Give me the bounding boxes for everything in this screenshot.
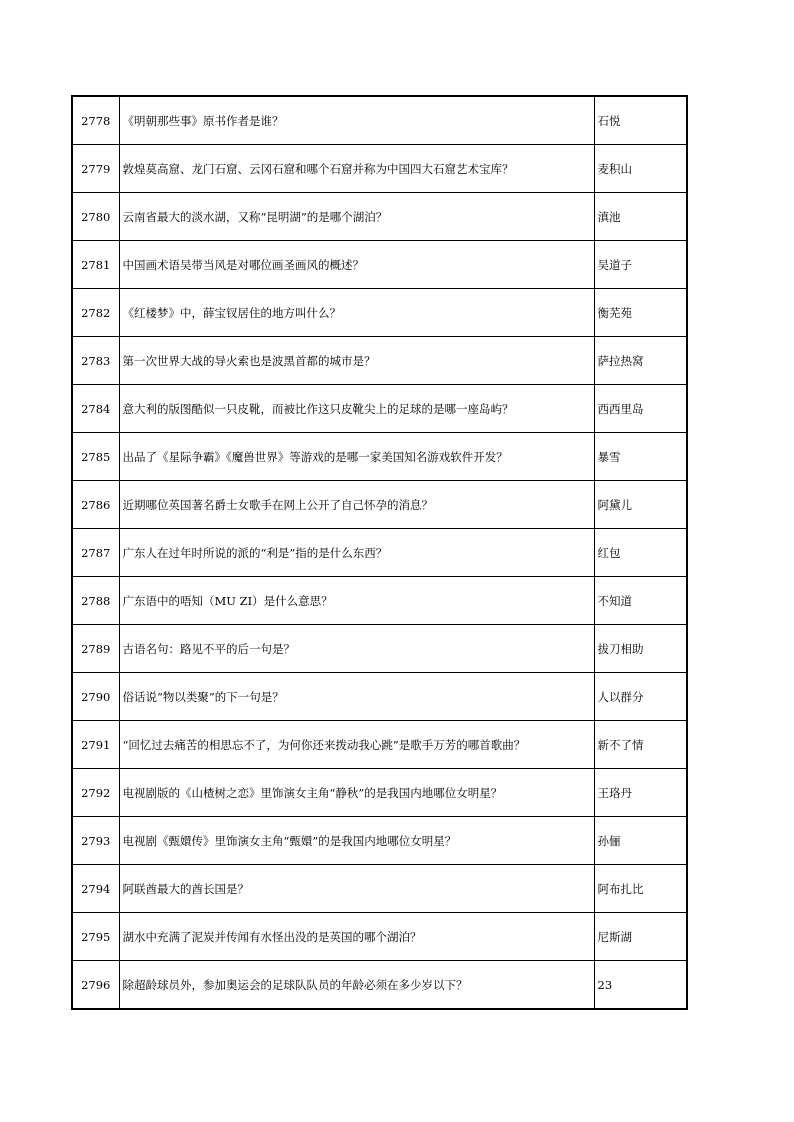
table-row xyxy=(72,481,687,529)
answer-text: 滇池 xyxy=(594,193,687,241)
question-number: 2792 xyxy=(72,769,119,817)
question-text: 广东语中的唔知（MU ZI）是什么意思？ xyxy=(119,577,594,625)
answer-text: 王珞丹 xyxy=(594,769,687,817)
question-number: 2795 xyxy=(72,913,119,961)
question-number: 2782 xyxy=(72,289,119,337)
question-text: 阿联酋最大的酋长国是？ xyxy=(119,865,594,913)
answer-text: 孙俪 xyxy=(594,817,687,865)
question-number: 2783 xyxy=(72,337,119,385)
answer-text: 麦积山 xyxy=(594,145,687,193)
question-number: 2781 xyxy=(72,241,119,289)
table-row xyxy=(72,385,687,433)
table-row xyxy=(72,721,687,769)
question-text: 古语名句：路见不平的后一句是？ xyxy=(119,625,594,673)
table-row xyxy=(72,913,687,961)
table-row xyxy=(72,289,687,337)
answer-text: 吴道子 xyxy=(594,241,687,289)
question-text: 云南省最大的淡水湖，又称“昆明湖”的是哪个湖泊？ xyxy=(119,193,594,241)
question-text: 敦煌莫高窟、龙门石窟、云冈石窟和哪个石窟并称为中国四大石窟艺术宝库？ xyxy=(119,145,594,193)
question-text: 《明朝那些事》原书作者是谁？ xyxy=(119,96,594,145)
question-text: 广东人在过年时所说的派的“利是”指的是什么东西？ xyxy=(119,529,594,577)
question-number: 2791 xyxy=(72,721,119,769)
answer-text: 尼斯湖 xyxy=(594,913,687,961)
question-text: 《红楼梦》中，薛宝钗居住的地方叫什么？ xyxy=(119,289,594,337)
table-row xyxy=(72,337,687,385)
answer-text: 衡芜苑 xyxy=(594,289,687,337)
question-text: 电视剧版的《山楂树之恋》里饰演女主角“静秋”的是我国内地哪位女明星？ xyxy=(119,769,594,817)
answer-text: 23 xyxy=(594,961,687,1010)
answer-text: 红包 xyxy=(594,529,687,577)
question-number: 2780 xyxy=(72,193,119,241)
table-row xyxy=(72,433,687,481)
question-text: 出品了《星际争霸》《魔兽世界》等游戏的是哪一家美国知名游戏软件开发？ xyxy=(119,433,594,481)
question-text: 除超龄球员外，参加奥运会的足球队队员的年龄必须在多少岁以下？ xyxy=(119,961,594,1010)
question-text: 中国画术语吴带当风是对哪位画圣画风的概述？ xyxy=(119,241,594,289)
question-number: 2794 xyxy=(72,865,119,913)
question-text: 湖水中充满了泥炭并传闻有水怪出没的是英国的哪个湖泊？ xyxy=(119,913,594,961)
question-text: 电视剧《甄嬛传》里饰演女主角“甄嬛”的是我国内地哪位女明星？ xyxy=(119,817,594,865)
question-number: 2785 xyxy=(72,433,119,481)
question-number: 2790 xyxy=(72,673,119,721)
answer-text: 人以群分 xyxy=(594,673,687,721)
answer-text: 阿黛儿 xyxy=(594,481,687,529)
question-number: 2796 xyxy=(72,961,119,1010)
table-row xyxy=(72,577,687,625)
question-number: 2784 xyxy=(72,385,119,433)
answer-text: 石悦 xyxy=(594,96,687,145)
table-row xyxy=(72,865,687,913)
question-number: 2778 xyxy=(72,96,119,145)
question-number: 2786 xyxy=(72,481,119,529)
table-row xyxy=(72,817,687,865)
answer-text: 暴雪 xyxy=(594,433,687,481)
table-row xyxy=(72,625,687,673)
table-row xyxy=(72,96,687,145)
table-row xyxy=(72,673,687,721)
question-text: 意大利的版图酷似一只皮靴，而被比作这只皮靴尖上的足球的是哪一座岛屿？ xyxy=(119,385,594,433)
table-row xyxy=(72,529,687,577)
question-number: 2779 xyxy=(72,145,119,193)
table-row xyxy=(72,769,687,817)
table-row xyxy=(72,193,687,241)
answer-text: 拔刀相助 xyxy=(594,625,687,673)
question-text: 俗话说“物以类聚”的下一句是？ xyxy=(119,673,594,721)
answer-text: 西西里岛 xyxy=(594,385,687,433)
question-number: 2793 xyxy=(72,817,119,865)
answer-text: 阿布扎比 xyxy=(594,865,687,913)
qa-table xyxy=(71,95,688,1010)
question-text: 近期哪位英国著名爵士女歌手在网上公开了自己怀孕的消息？ xyxy=(119,481,594,529)
question-text: 第一次世界大战的导火索也是波黑首都的城市是？ xyxy=(119,337,594,385)
question-number: 2788 xyxy=(72,577,119,625)
answer-text: 不知道 xyxy=(594,577,687,625)
question-text: “回忆过去痛苦的相思忘不了，为何你还来拨动我心跳”是歌手万芳的哪首歌曲？ xyxy=(119,721,594,769)
question-number: 2787 xyxy=(72,529,119,577)
answer-text: 新不了情 xyxy=(594,721,687,769)
table-row xyxy=(72,961,687,1010)
question-number: 2789 xyxy=(72,625,119,673)
table-row xyxy=(72,145,687,193)
answer-text: 萨拉热窝 xyxy=(594,337,687,385)
qa-table-body xyxy=(72,96,687,1009)
table-row xyxy=(72,241,687,289)
